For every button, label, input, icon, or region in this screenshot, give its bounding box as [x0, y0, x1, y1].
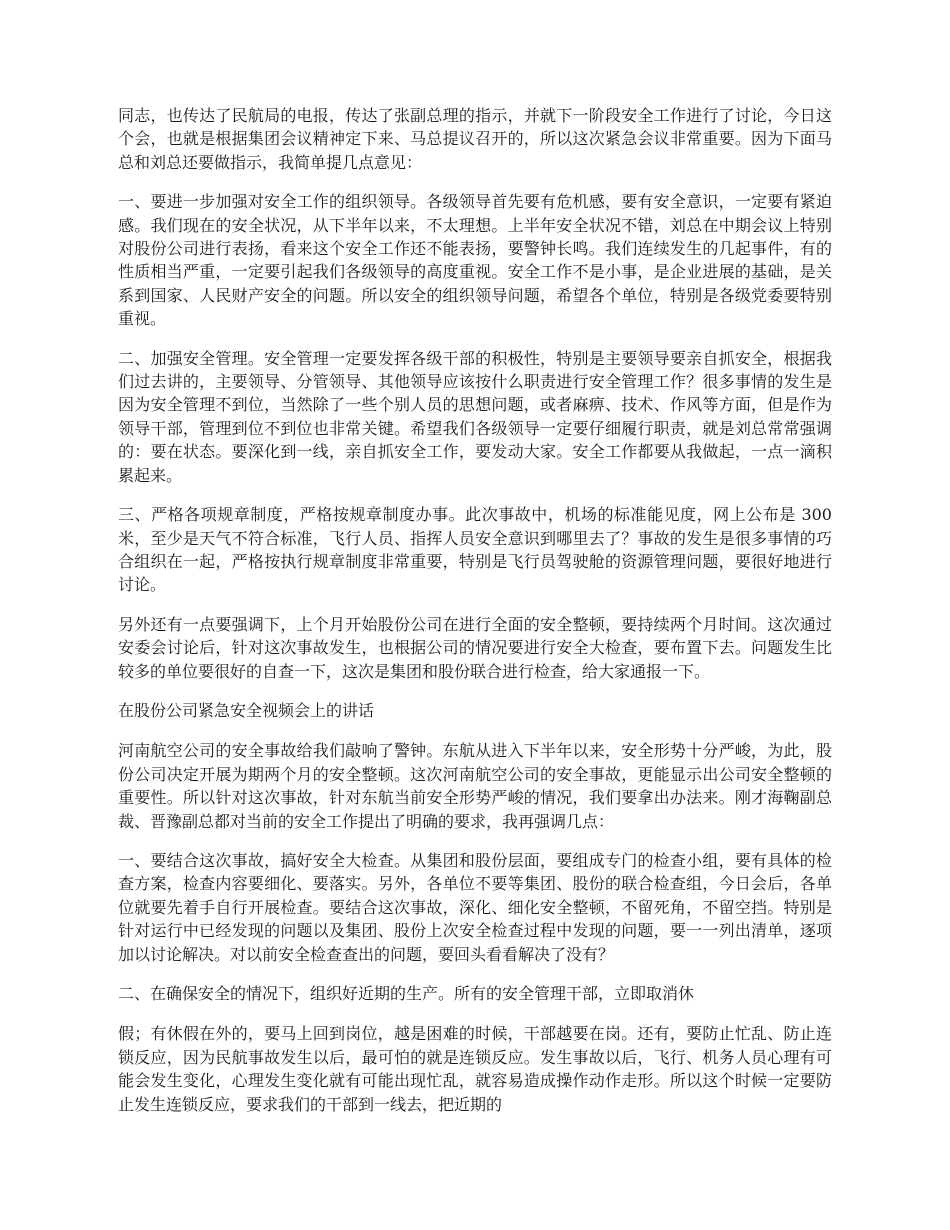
document-page: [118, 104, 832, 1132]
paragraph-continuation: 假；有休假在外的，要马上回到岗位，越是困难的时候，干部越要在岗。还有，要防止忙乱、防止连锁反应，因为民航事故发生以后，最可怕的就是连锁反应。发生事故以后，飞行、机务人员心理有可能会发生变化，心理发生变化就有可能出现忙乱，就容易造成操作动作走形。所以这个时候一定要防止发生连锁反应，要求我们的干部到一线去，把近期的: [118, 1024, 832, 1114]
speech-title: 在股份公司紧急安全视频会上的讲话: [118, 700, 375, 720]
paragraph-point-1-leadership: 一、要进一步加强对安全工作的组织领导。各级领导首先要有危机感，要有安全意识，一定要有紧迫感。我们现在的安全状况，从下半年以来，不太理想。上半年安全状况不错，刘总在中期会议上特别对股份公司进行表扬，看来这个安全工作还不能表扬，要警钟长鸣。我们连续发生的几起事件，有的性质相当严重，一定要引起我们各级领导的高度重视。安全工作不是小事，是企业进展的基础，是关系到国家、人民财产安全的问题。所以安全的组织领导问题，希望各个单位，特别是各级党委要特别重视。: [118, 192, 832, 329]
paragraph-intro: 同志，也传达了民航局的电报，传达了张副总理的指示，并就下一阶段安全工作进行了讨论，今日这个会，也就是根据集团会议精神定下来、马总提议召开的，所以这次紧急会议非常重要。因为下面马总和刘总还要做指示，我简单提几点意见：: [118, 106, 832, 172]
paragraph-speech-point-2: 二、在确保安全的情况下，组织好近期的生产。所有的安全管理干部，立即取消休: [118, 984, 695, 1003]
paragraph-speech-point-1: 一、要结合这次事故，搞好安全大检查。从集团和股份层面，要组成专门的检查小组，要有具体的检查方案，检查内容要细化、要落实。另外，各单位不要等集团、股份的联合检查组，今日会后，各单位就要先着手自行开展检查。要结合这次事故，深化、细化安全整顿，不留死角，不留空挡。特别是针对运行中已经发现的问题以及集团、股份上次安全检查过程中发现的问题，要一一列出清单，逐项加以讨论解决。对以前安全检查查出的问题，要回头看看解决了没有？: [118, 850, 832, 964]
paragraph-additional-note: 另外还有一点要强调下，上个月开始股份公司在进行全面的安全整顿，要持续两个月时间。这次通过安委会讨论后，针对这次事故发生，也根据公司的情况要进行安全大检查，要布置下去。问题发生比较多的单位要很好的自查一下，这次是集团和股份联合进行检查，给大家通报一下。: [118, 614, 832, 681]
paragraph-speech-intro: 河南航空公司的安全事故给我们敲响了警钟。东航从进入下半年以来，安全形势十分严峻，为此，股份公司决定开展为期两个月的安全整顿。这次河南航空公司的安全事故，更能显示出公司安全整顿的重要性。所以针对这次事故，针对东航当前安全形势严峻的情况，我们要拿出办法来。刚才海鞠副总裁、晋豫副总都对当前的安全工作提出了明确的要求，我再强调几点：: [118, 741, 832, 831]
paragraph-point-2-management: 二、加强安全管理。安全管理一定要发挥各级干部的积极性，特别是主要领导要亲自抓安全，根据我们过去讲的，主要领导、分管领导、其他领导应该按什么职责进行安全管理工作？很多事情的发生是因为安全管理不到位，当然除了一些个别人员的思想问题，或者麻痹、技术、作风等方面，但是作为领导干部，管理到位不到位也非常关键。希望我们各级领导一定要仔细履行职责，就是刘总常常强调的：要在状态。要深化到一线，亲自抓安全工作，要发动大家。安全工作都要从我做起，一点一滴积累起来。: [118, 348, 832, 485]
paragraph-point-3-regulations: 三、严格各项规章制度，严格按规章制度办事。此次事故中，机场的标准能见度，网上公布是 300 米，至少是天气不符合标准，飞行人员、指挥人员安全意识到哪里去了？事故的发生是很多事情的巧合组织在一起，严格按执行规章制度非常重要，特别是飞行员驾驶舱的资源管理问题，要很好地进行讨论。: [118, 505, 832, 595]
